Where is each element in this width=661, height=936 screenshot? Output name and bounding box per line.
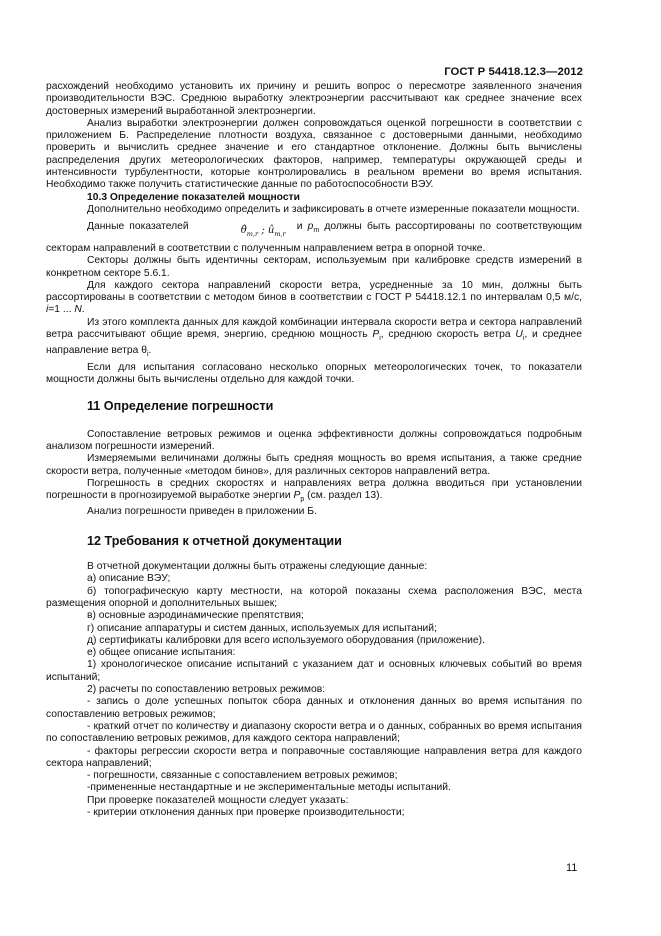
section-title-11: 11 Определение погрешности bbox=[87, 399, 274, 414]
section11-paragraph-4: Анализ погрешности приведен в приложении Б. bbox=[87, 506, 317, 518]
list-item: а) описание ВЭУ; bbox=[87, 573, 171, 585]
section11-paragraph-1: Сопоставление ветровых режимов и оценка эффективности должны сопровождаться подробным анализом погрешности измерений. bbox=[46, 428, 582, 452]
paragraph-sorting: Данные показателей $\thetâ_{m,r}$ ; $û_{m,r}$ и $p_m$ должны быть рассортированы по соответствующим секторам направлений в соответствии с полученным направлением ветра в опорной точке. bbox=[46, 221, 582, 254]
formula-theta: $\thetâ_{m,r}$ ; $û_{m,r}$ bbox=[240, 225, 286, 239]
list-item: 1) хронологическое описание испытаний с указанием дат и основных ключевых событий во время испытаний; bbox=[46, 659, 582, 683]
standard-code-header: ГОСТ Р 54418.12.3—2012 bbox=[444, 66, 583, 78]
list-item: -примененные нестандартные и не экспериментальные методы испытаний. bbox=[87, 782, 451, 794]
paragraph-reference-points: Если для испытания согласовано несколько опорных метеорологических точек, то показатели мощности должны быть вычислены отдельно для каждой точки. bbox=[46, 361, 582, 386]
list-item: - критерии отклонения данных при проверке производительности; bbox=[87, 806, 405, 818]
paragraph-additional: Дополнительно необходимо определить и зафиксировать в отчете измеренные показатели мощности. bbox=[87, 203, 580, 215]
list-item: е) общее описание испытания: bbox=[87, 647, 236, 659]
list-item: д) сертификаты калибровки для всего используемого оборудования (приложение). bbox=[87, 634, 485, 646]
paragraph-analysis: Анализ выработки электроэнергии должен сопровождаться оценкой погрешности в соответствии с приложением Б. Распределение плотности воздуха, связанное с достоверными данными, необходимо проверить и вычислить среднее значение и его стандартное отклонение. Должны быть вычислены распределения других метеорологических факторов, например, температуры окружающей среды и интенсивности турбулентности, которые контролировались в реальном времени во время испытания. Необходимо также получить статистические данные по работоспособности ВЭУ. bbox=[46, 117, 582, 191]
list-item: При проверке показателей мощности следует указать: bbox=[87, 794, 349, 806]
list-item: - факторы регрессии скорости ветра и поправочные составляющие направления ветра для каждого сектора направлений; bbox=[46, 745, 582, 769]
list-item: - краткий отчет по количеству и диапазону скорости ветра и о данных, собранных во время испытания по сопоставлению ветровых режимов, для каждого сектора направлений; bbox=[46, 720, 582, 745]
page-body bbox=[46, 81, 582, 819]
paragraph-bins: Для каждого сектора направлений скорости ветра, усредненные за 10 мин, должны быть рассортированы в соответствии с методом бинов в соответствии с ГОСТ Р 54418.12.1 по интервалам 0,5 м/с, i=1 ... N. bbox=[46, 279, 582, 316]
paragraph-continuation: расхождений необходимо установить их причину и решить вопрос о пересмотре заявленного значения производительности ВЭС. Среднюю выработку электроэнергии рассчитывают как среднее значение всех достоверных измерений выработанной электроэнергии. bbox=[46, 81, 582, 117]
page-number: 11 bbox=[566, 862, 578, 874]
list-item: г) описание аппаратуры и систем данных, используемых для испытаний; bbox=[87, 622, 437, 634]
list-item: - погрешности, связанные с сопоставлением ветровых режимов; bbox=[87, 770, 398, 782]
section11-paragraph-3: Погрешность в средних скоростях и направлениях ветра должна вводиться при установлении погрешности в прогнозируемой выработке энергии $P_p$ (см. раздел 13). bbox=[46, 477, 582, 504]
section-title-12: 12 Требования к отчетной документации bbox=[87, 533, 342, 548]
section11-paragraph-2: Измеряемыми величинами должны быть средняя мощность во время испытания, а также средние скорости ветра, полученные «методом бинов», для различных секторов направлений ветра. bbox=[46, 453, 582, 477]
list-item: В отчетной документации должны быть отражены следующие данные: bbox=[87, 561, 428, 573]
list-item: в) основные аэродинамические препятствия; bbox=[87, 610, 304, 622]
paragraph-dataset: Из этого комплекта данных для каждой комбинации интервала скорости ветра и сектора направлений ветра рассчитывают общие время, энергию, среднюю мощность $P_i$, среднюю скорость ветра $U_i$, и среднее направление ветра $\theta_i$. bbox=[46, 316, 582, 359]
subsection-title-10-3: 10.3 Определение показателей мощности bbox=[87, 191, 300, 203]
list-item: - запись о доле успешных попыток сбора данных и отклонения данных во время испытания по сопоставлению ветровых режимов; bbox=[46, 696, 582, 720]
list-item: 2) расчеты по сопоставлению ветровых режимов: bbox=[87, 684, 326, 696]
report-requirements-list bbox=[46, 561, 582, 819]
paragraph-sectors: Секторы должны быть идентичны секторам, используемым при калибровке средств измерений в конкретном секторе 5.6.1. bbox=[46, 255, 582, 279]
list-item: б) топографическую карту местности, на которой показаны схема расположения ВЭС, места размещения опорной и дополнительных вышек; bbox=[46, 585, 582, 609]
